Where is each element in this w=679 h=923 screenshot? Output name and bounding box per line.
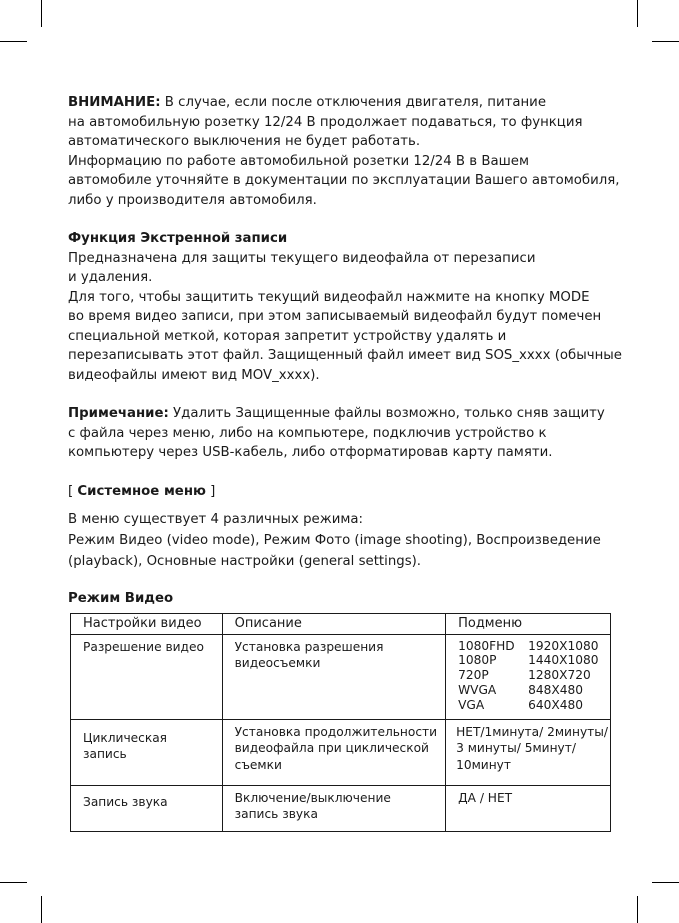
emergency-line: и удаления. bbox=[68, 270, 153, 285]
setting-description: Включение/выключение запись звука bbox=[234, 790, 391, 821]
table-header-row bbox=[71, 614, 611, 635]
column-header: Подменю bbox=[458, 616, 523, 631]
emergency-line: перезаписывать этот файл. Защищенный файл имеет вид SOS_xxxx (обычные bbox=[68, 348, 622, 363]
setting-description: Установка разрешения видеосъемки bbox=[234, 639, 384, 670]
document-body bbox=[68, 93, 622, 609]
video-mode-title: Режим Видео bbox=[68, 591, 174, 606]
crop-mark bbox=[637, 896, 638, 923]
emergency-title: Функция Экстренной записи bbox=[68, 231, 288, 246]
crop-mark bbox=[637, 0, 638, 27]
emergency-section bbox=[68, 229, 622, 385]
video-settings-table bbox=[70, 613, 611, 832]
warning-line: В случае, если после отключения двигателя, питание bbox=[160, 95, 547, 110]
note-label: Примечание: bbox=[68, 406, 169, 421]
setting-name: Циклическая запись bbox=[83, 730, 168, 761]
system-menu-line: (playback), Основные настройки (general settings). bbox=[68, 554, 422, 569]
warning-line: на автомобильную розетку 12/24 В продолжает подаваться, то функция bbox=[68, 114, 583, 130]
crop-mark bbox=[41, 896, 42, 923]
system-menu-heading bbox=[68, 482, 613, 502]
resolution-option: 720P 1280X720 bbox=[458, 668, 591, 683]
note-paragraph bbox=[68, 404, 613, 463]
resolution-option: 1080P 1440X1080 bbox=[458, 653, 599, 668]
system-menu-line: В меню существует 4 различных режима: bbox=[68, 512, 364, 527]
resolution-option: VGA 640X480 bbox=[458, 697, 583, 712]
submenu-options: НЕТ/1минута/ 2минуты/ 3 минуты/ 5минут/ 10минут bbox=[456, 724, 608, 772]
note-line: Удалить Защищенные файлы возможно, только сняв защиту bbox=[168, 406, 605, 421]
crop-mark bbox=[0, 882, 27, 883]
crop-mark bbox=[41, 0, 42, 27]
crop-mark bbox=[652, 882, 679, 883]
setting-name: Разрешение видео bbox=[83, 639, 204, 654]
warning-line: автомобиле уточняйте в документации по эксплуатации Вашего автомобиля, bbox=[68, 173, 620, 188]
video-mode-heading bbox=[68, 589, 613, 609]
table-row bbox=[71, 634, 611, 719]
table-row bbox=[71, 785, 611, 831]
warning-label: ВНИМАНИЕ: bbox=[68, 95, 161, 110]
warning-line: автоматического выключения не будет работать. bbox=[68, 134, 421, 149]
emergency-line: Для того, чтобы защитить текущий видеофайл нажмите на кнопку MODE bbox=[68, 289, 590, 305]
system-menu-bracket: ] bbox=[205, 483, 216, 499]
warning-line: либо у производителя автомобиля. bbox=[68, 192, 317, 208]
submenu-options: ДА / НЕТ bbox=[458, 790, 513, 805]
system-menu-paragraph bbox=[68, 509, 613, 572]
system-menu-line: Режим Видео (video mode), Режим Фото (image shooting), Воспроизведение bbox=[68, 533, 601, 548]
resolution-option: WVGA 848X480 bbox=[458, 682, 583, 697]
warning-line: Информацию по работе автомобильной розетки 12/24 В в Вашем bbox=[68, 153, 529, 169]
system-menu-bracket: [ bbox=[68, 483, 78, 499]
column-header: Описание bbox=[234, 616, 302, 631]
column-header: Настройки видео bbox=[83, 616, 202, 631]
crop-mark bbox=[0, 41, 27, 42]
note-line: с файла через меню, либо на компьютере, подключив устройство к bbox=[68, 425, 547, 441]
resolution-option: 1080FHD 1920X1080 bbox=[458, 638, 599, 653]
system-menu-title: Системное меню bbox=[77, 483, 206, 499]
emergency-line: Предназначена для защиты текущего видеофайла от перезаписи bbox=[68, 250, 536, 266]
note-line: компьютеру через USB-кабель, либо отформатировав карту памяти. bbox=[68, 445, 553, 460]
setting-name: Запись звука bbox=[83, 794, 168, 809]
submenu-options bbox=[446, 635, 610, 717]
crop-mark bbox=[652, 41, 679, 42]
emergency-line: во время видео записи, при этом записываемый видеофайл будут помечен bbox=[68, 309, 602, 324]
setting-description: Установка продолжительности видеофайла при циклической съемки bbox=[234, 724, 438, 772]
emergency-line: видеофайлы имеют вид MOV_xxxx). bbox=[68, 367, 320, 383]
warning-paragraph bbox=[68, 93, 620, 210]
table-row bbox=[71, 719, 611, 785]
emergency-line: специальной меткой, которая запретит устройству удалять и bbox=[68, 328, 507, 344]
